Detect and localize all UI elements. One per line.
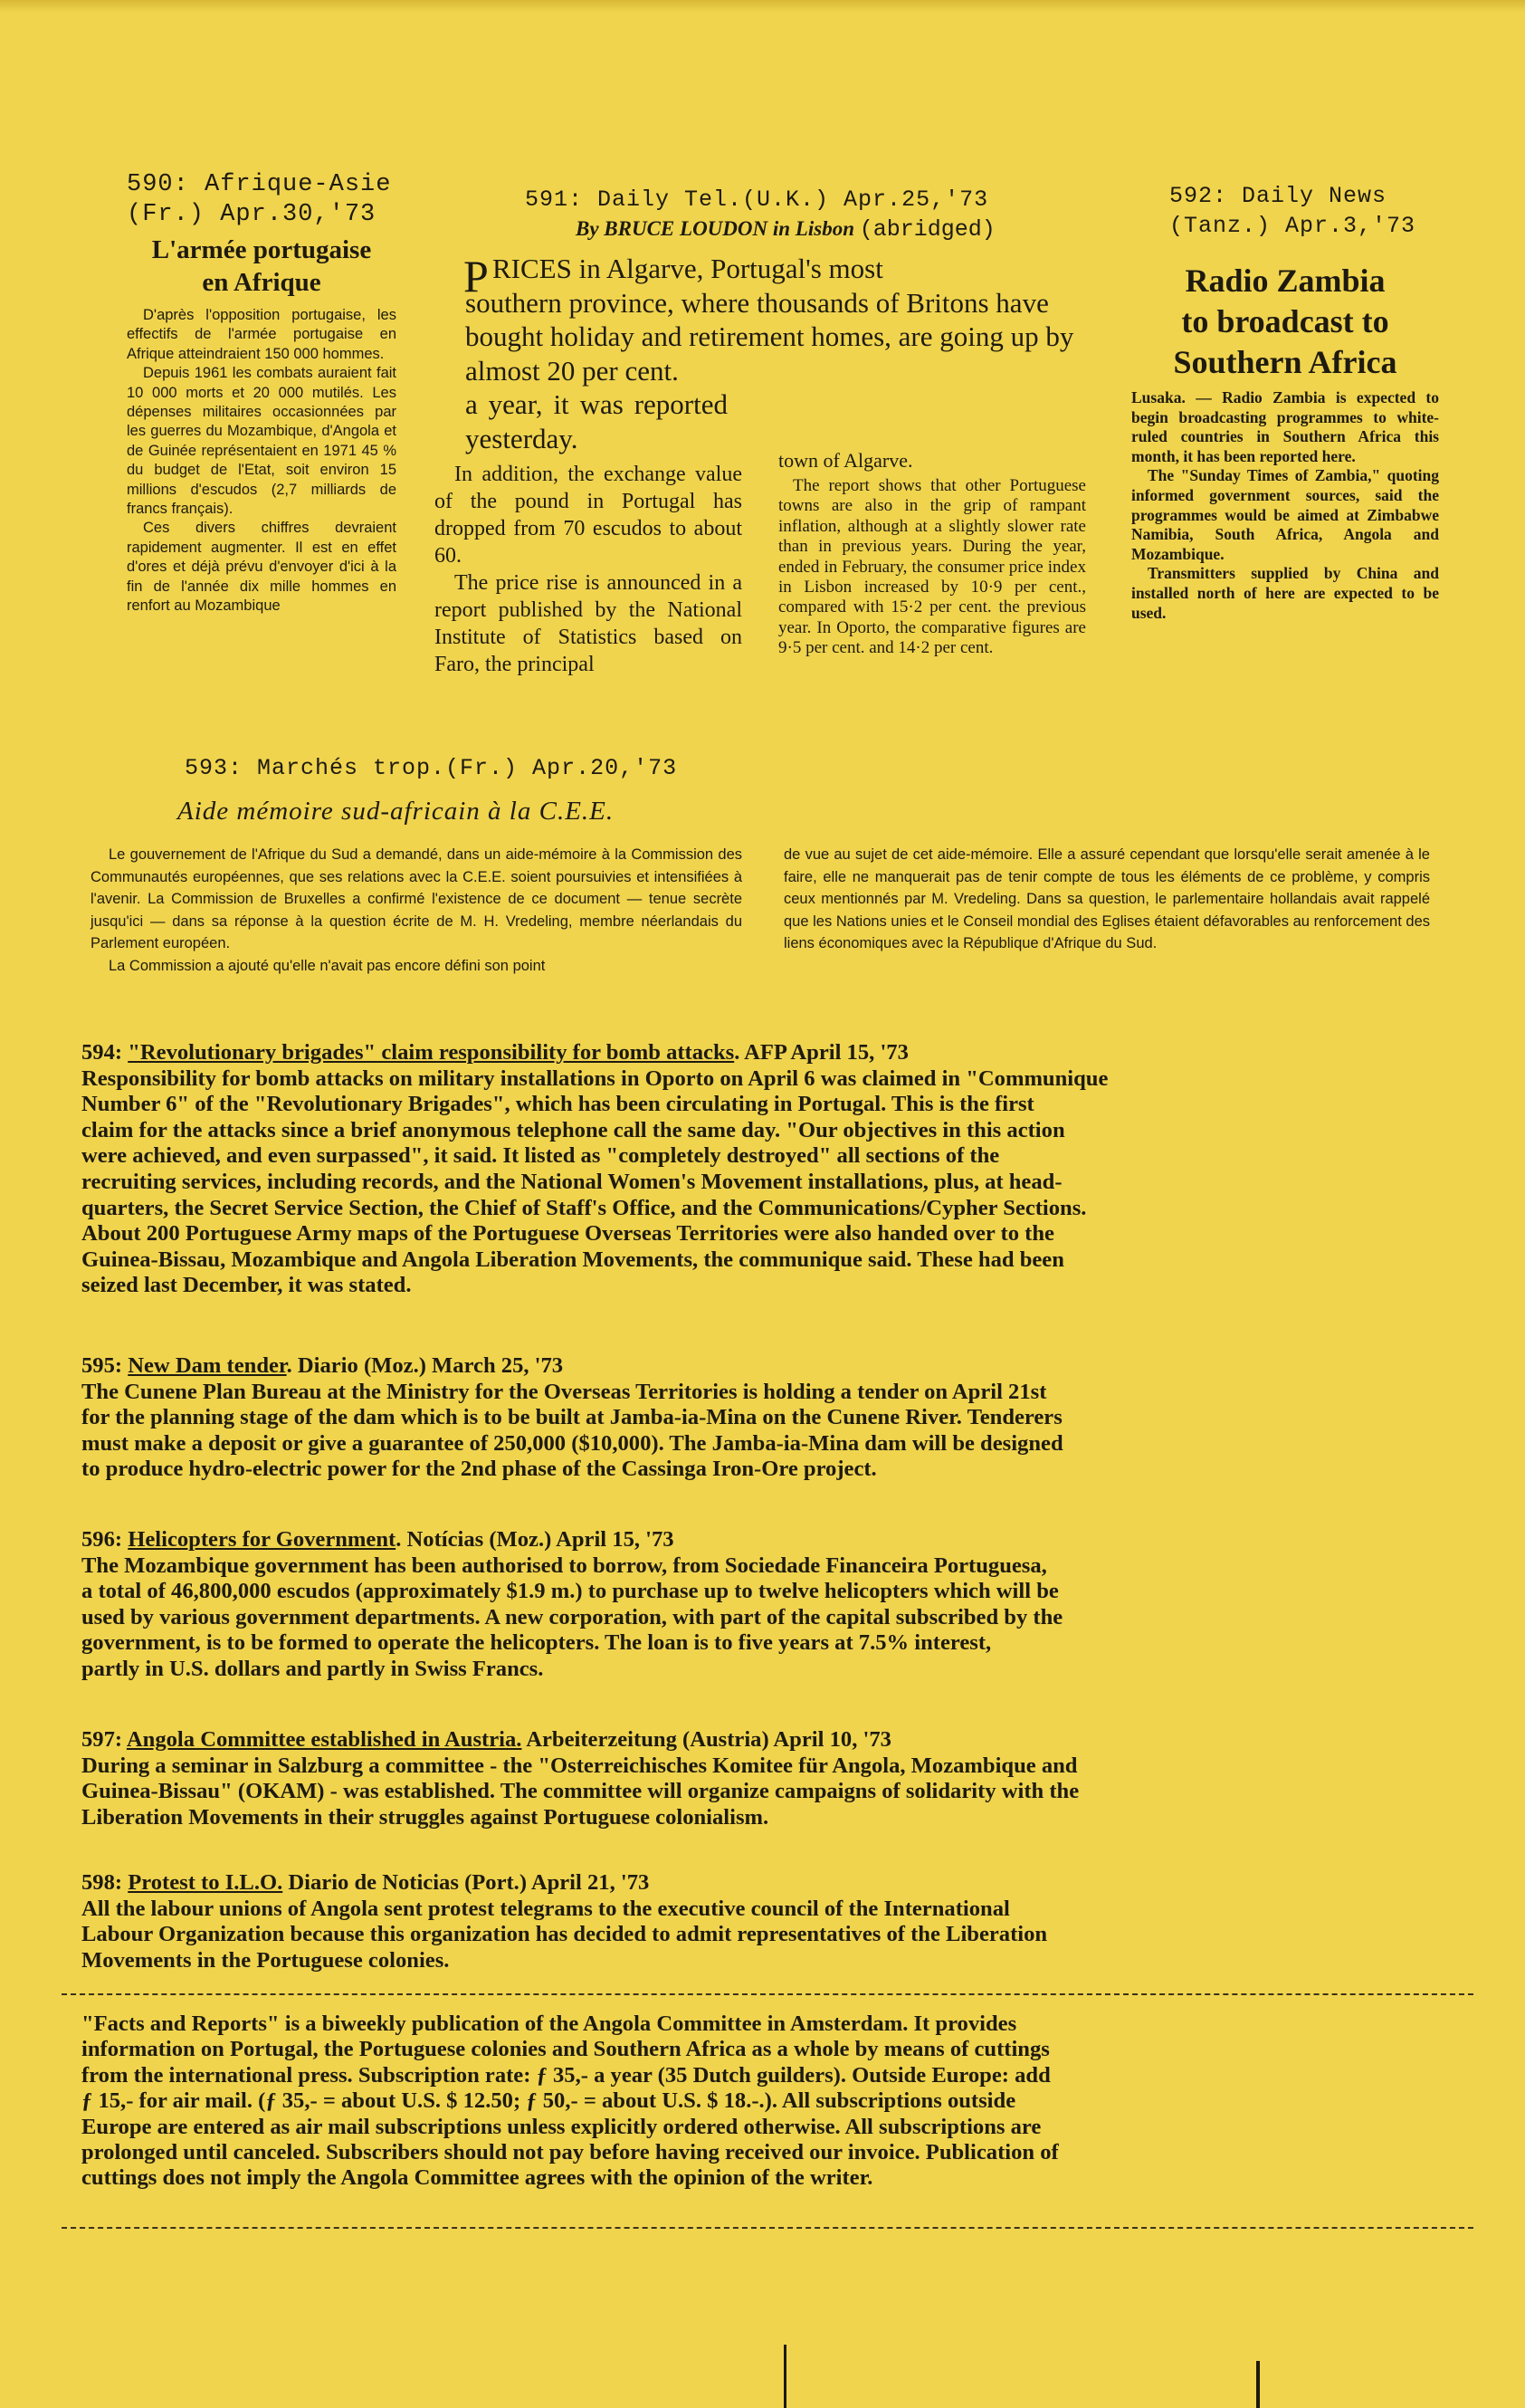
paragraph: Le gouvernement de l'Afrique du Sud a demandé, dans un aide-mémoire à la Commission des Communautés européennes, que ses relations avec la C.E.E. soient poursuivies et intensifiées à l'avenir. La Commission de Bruxelles a confirmé l'existence de ce document — tenue secrète jusqu'ici — dans sa réponse à la question écrite de M. H. Vredeling, membre néerlandais du Parlement européen. xyxy=(91,846,742,952)
text-line: About 200 Portuguese Army maps of the Portuguese Overseas Territories were also handed over to the xyxy=(81,1221,1054,1247)
paragraph: Lusaka. — Radio Zambia is expected to begin broadcasting programmes to white-ruled countries in Southern Africa this month, it has been reported here. xyxy=(1131,388,1439,465)
source-line: 592: Daily News xyxy=(1169,183,1387,209)
clipping-593 xyxy=(91,753,1448,974)
text-line: must make a deposit or give a guarantee of 250,000 ($10,000). The Jamba-ia-Mina dam will be designed xyxy=(81,1430,1063,1456)
drop-cap: P xyxy=(463,251,489,301)
headline-line: L'armée portugaise xyxy=(151,235,372,264)
text-line: claim for the attacks since a brief anonymous telephone call the same day. "Our objectives in this action xyxy=(81,1117,1065,1142)
clipping-591-lead xyxy=(434,252,1108,387)
clipping-590-headline xyxy=(127,234,396,299)
clipping-592-body xyxy=(1131,388,1439,623)
item-598 xyxy=(81,1870,1475,1973)
item-header xyxy=(81,1040,1475,1066)
text-line: to produce hydro-electric power for the 2nd phase of the Cassinga Iron-Ore project. xyxy=(81,1457,877,1482)
item-source: . Notícias (Moz.) April 15, '73 xyxy=(396,1527,674,1552)
clipping-591-byline xyxy=(576,215,1131,244)
text-line: The Mozambique government has been authorised to borrow, from Sociedade Financeira Portuguesa, xyxy=(81,1553,1047,1578)
paragraph: In addition, the exchange value of the pound in Portugal has dropped from 70 escudos to about 60. xyxy=(434,463,742,568)
paragraph: The report shows that other Portuguese towns are also in the grip of rampant inflation, although at a slightly slower rate than in previous years. During the year, ended in February, the consumer price index in Lisbon increased by 10·9 per cent., compared with 15·2 per cent. the previous year. In Oporto, the comparative figures are 9·5 per cent. and 14·2 per cent. xyxy=(778,476,1086,658)
text-line: recruiting services, including records, and the National Women's Movement installations, plus, at head- xyxy=(81,1169,1063,1194)
item-title: Angola Committee established in Austria. xyxy=(126,1727,522,1752)
clipping-593-source: 593: Marchés trop.(Fr.) Apr.20,'73 xyxy=(185,755,678,781)
clipping-592-headline xyxy=(1131,261,1439,383)
paragraph: Depuis 1961 les combats auraient fait 10 000 morts et 20 000 mutilés. Les dépenses militaires occasionnées par les guerres du Mozambique, d'Angola et de Guinée représentaient en 1971 45 % du budget de l'Etat, soit environ 15 millions d'escudos (2,7 milliards de francs français). xyxy=(127,365,396,518)
item-number: 596: xyxy=(81,1527,123,1552)
source-line: 590: Afrique-Asie xyxy=(127,171,392,198)
text-line: prolonged until canceled. Subscribers should not pay before having received our invoice. Publication of xyxy=(81,2140,1059,2165)
headline-line: en Afrique xyxy=(202,268,321,297)
clipping-591-source: 591: Daily Tel.(U.K.) Apr.25,'73 xyxy=(525,186,989,213)
text-line: Movements in the Portuguese colonies. xyxy=(81,1947,450,1973)
clipping-591-column-b xyxy=(778,449,1086,659)
item-595 xyxy=(81,1353,1475,1483)
text-line: Europe are entered as air mail subscriptions unless explicitly ordered otherwise. All subscriptions are xyxy=(81,2114,1042,2139)
item-596 xyxy=(81,1527,1475,1683)
clipping-590 xyxy=(127,170,396,616)
publication-notice xyxy=(81,2011,1475,2192)
clipping-591 xyxy=(434,186,1131,676)
headline-line: Southern Africa xyxy=(1173,344,1397,380)
lead-rest: southern province, where thousands of Britons have bought holiday and retirement homes, are going up by almost 20 per cent. xyxy=(465,286,1074,387)
headline-line: Radio Zambia xyxy=(1185,263,1386,299)
text-line: Guinea-Bissau" (OKAM) - was established. The committee will organize campaigns of solidarity with the xyxy=(81,1779,1080,1804)
item-source: Diario de Noticias (Port.) April 21, '73 xyxy=(282,1870,650,1895)
clipping-590-body xyxy=(127,306,396,616)
text-line: Guinea-Bissau, Mozambique and Angola Liberation Movements, the communique said. These had been xyxy=(81,1247,1064,1272)
paragraph: de vue au sujet de cet aide-mémoire. Elle a assuré cependant que lorsqu'elle serait amenée à le faire, elle ne manquerait pas de tenir compte de tous les éléments de ce problème, y compris ceux mentionnés par M. Vredeling. Dans sa question, le parlementaire hollandais avait rappelé que les Nations unies et le Conseil mondial des Eglises étaient défavorables au renforcement des liens économiques avec la République d'Afrique du Sud. xyxy=(784,846,1430,952)
text-line: Liberation Movements in their struggles against Portuguese colonialism. xyxy=(81,1804,769,1830)
text-line: from the international press. Subscription rate: ƒ 35,- a year (35 Dutch guilders). Outside Europe: add xyxy=(81,2062,1051,2088)
paper-fold-mark xyxy=(1256,2361,1260,2408)
page-edge-shadow xyxy=(0,0,1525,13)
item-number: 598: xyxy=(81,1870,123,1895)
clipping-591-column-a xyxy=(434,387,742,678)
byline-author: By BRUCE LOUDON in Lisbon xyxy=(576,217,854,240)
item-title: Helicopters for Government xyxy=(128,1527,396,1552)
clipping-593-column-b xyxy=(784,844,1430,955)
item-594 xyxy=(81,1040,1475,1299)
text-line: Responsibility for bomb attacks on military installations in Oporto on April 6 was claimed in "Communique xyxy=(81,1065,1109,1091)
item-header xyxy=(81,1727,1475,1753)
text-line: information on Portugal, the Portuguese colonies and Southern Africa as a whole by means of cuttings xyxy=(81,2037,1050,2062)
source-line: (Tanz.) Apr.3,'73 xyxy=(1169,213,1416,239)
item-source: . AFP April 15, '73 xyxy=(734,1040,909,1065)
item-source: . Diario (Moz.) March 25, '73 xyxy=(286,1353,564,1378)
text-line: The Cunene Plan Bureau at the Ministry for the Overseas Territories is holding a tender on April 21st xyxy=(81,1379,1047,1404)
text-line: quarters, the Secret Service Section, the Chief of Staff's Office, and the Communications/Cypher Sections. xyxy=(81,1195,1087,1220)
paragraph: La Commission a ajouté qu'elle n'avait pas encore défini son point xyxy=(109,957,546,974)
headline-line: to broadcast to xyxy=(1181,303,1389,339)
item-title: "Revolutionary brigades" claim responsibility for bomb attacks xyxy=(128,1040,735,1065)
text-line: cuttings does not imply the Angola Committee agrees with the opinion of the writer. xyxy=(81,2165,873,2191)
item-title: New Dam tender xyxy=(128,1353,287,1378)
text-line: "Facts and Reports" is a biweekly publication of the Angola Committee in Amsterdam. It provides xyxy=(81,2011,1017,2036)
text-line: government, is to be formed to operate the helicopters. The loan is to five years at 7.5% interest, xyxy=(81,1630,992,1656)
paper-fold-mark xyxy=(784,2345,786,2408)
item-597 xyxy=(81,1727,1475,1830)
text-line: Labour Organization because this organization has decided to admit representatives of the Liberation xyxy=(81,1922,1048,1947)
clipping-592-source xyxy=(1169,181,1439,241)
byline-note: (abridged) xyxy=(859,216,996,243)
paragraph: The price rise is announced in a report published by the National Institute of Statistics based on Faro, the principal xyxy=(434,571,742,676)
lead-first-line: RICES in Algarve, Portugal's most xyxy=(492,253,883,284)
lead-tail: a year, it was reported yesterday. xyxy=(465,388,728,454)
item-number: 597: xyxy=(81,1727,123,1752)
clipping-593-column-a xyxy=(91,844,742,978)
text-line: were achieved, and even surpassed", it said. It listed as "completely destroyed" all sections of the xyxy=(81,1143,1000,1169)
text-line: a total of 46,800,000 escudos (approximately $1.9 m.) to purchase up to twelve helicopters which will be xyxy=(81,1579,1059,1604)
text-line: for the planning stage of the dam which is to be built at Jamba-ia-Mina on the Cunene River. Tenderers xyxy=(81,1405,1063,1430)
clipping-590-source xyxy=(127,170,396,230)
text-line: Number 6" of the "Revolutionary Brigades", which has been circulating in Portugal. This is the first xyxy=(81,1092,1034,1117)
text-line: During a seminar in Salzburg a committee - the "Osterreichisches Komitee für Angola, Mozambique and xyxy=(81,1753,1078,1778)
item-number: 595: xyxy=(81,1353,123,1378)
paragraph: town of Algarve. xyxy=(778,449,913,472)
item-source: Arbeiterzeitung (Austria) April 10, '73 xyxy=(521,1727,891,1752)
paragraph: D'après l'opposition portugaise, les effectifs de l'armée portugaise en Afrique atteindraient 150 000 hommes. xyxy=(127,307,396,362)
source-line: (Fr.) Apr.30,'73 xyxy=(127,201,376,228)
paragraph: The "Sunday Times of Zambia," quoting informed government sources, said the programmes would be aimed at Zimbabwe Namibia, South Africa, Angola and Mozambique. xyxy=(1131,466,1439,563)
item-title: Protest to I.L.O. xyxy=(128,1870,283,1895)
paragraph: Transmitters supplied by China and installed north of here are expected to be used. xyxy=(1131,564,1439,622)
clipping-593-headline: Aide mémoire sud-africain à la C.E.E. xyxy=(177,797,615,826)
text-line: partly in U.S. dollars and partly in Swiss Francs. xyxy=(81,1656,544,1681)
paragraph: Ces divers chiffres devraient rapidement augmenter. Il est en effet d'ores et déjà prévu d'envoyer d'ici à la fin de l'année dix mille hommes en renfort au Mozambique xyxy=(127,520,396,615)
item-header xyxy=(81,1870,1475,1897)
item-header xyxy=(81,1527,1475,1553)
dashed-divider xyxy=(62,2227,1473,2231)
item-number: 594: xyxy=(81,1040,123,1065)
dashed-divider xyxy=(62,1993,1473,1997)
text-line: ƒ 15,- for air mail. (ƒ 35,- = about U.S. $ 12.50; ƒ 50,- = about U.S. $ 18.-.). All subscriptions outside xyxy=(81,2088,1016,2114)
text-line: used by various government departments. A new corporation, with part of the capital subscribed by the xyxy=(81,1604,1063,1629)
clipping-592 xyxy=(1131,181,1439,623)
item-header xyxy=(81,1353,1475,1380)
text-line: seized last December, it was stated. xyxy=(81,1273,412,1298)
text-line: All the labour unions of Angola sent protest telegrams to the executive council of the International xyxy=(81,1896,1010,1921)
